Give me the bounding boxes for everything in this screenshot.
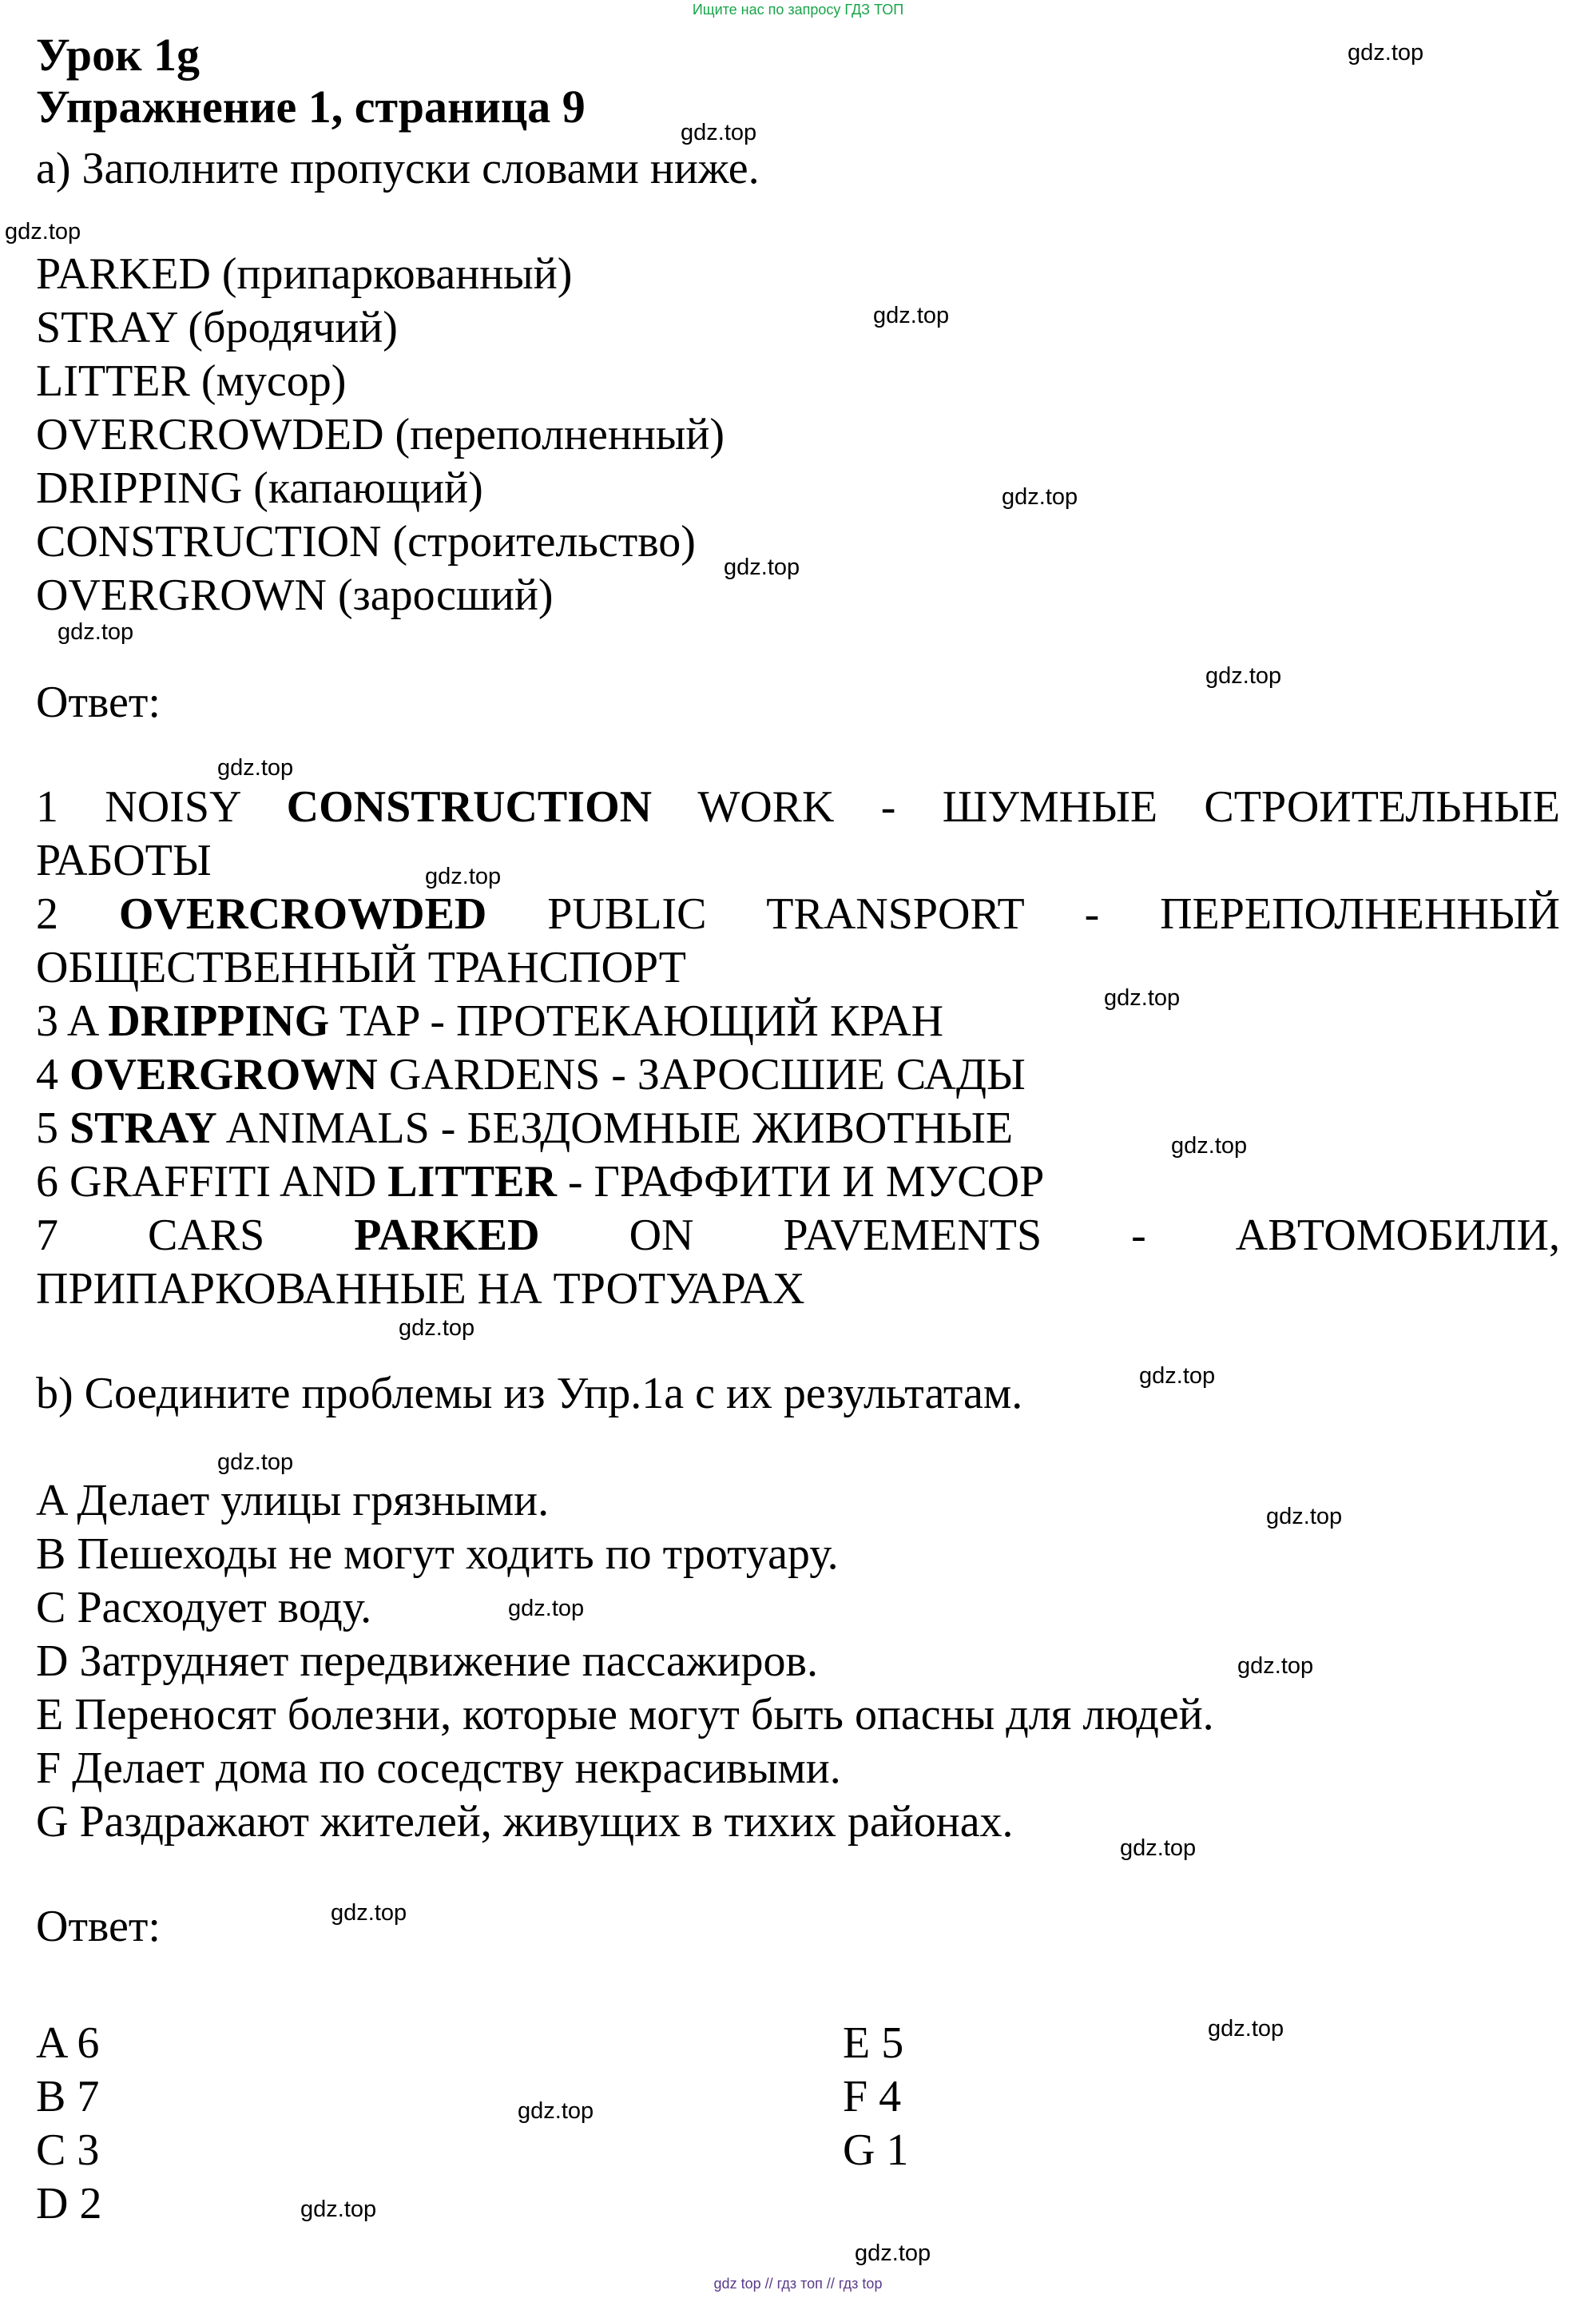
answer-rest: PUBLIC TRANSPORT - ПЕРЕПОЛНЕННЫЙ: [486, 889, 1560, 939]
problem-item: G Раздражают жителей, живущих в тихих районах.: [36, 1797, 1014, 1847]
problem-item: F Делает дома по соседству некрасивыми.: [36, 1743, 841, 1793]
watermark: gdz.top: [1205, 663, 1282, 689]
answer-prefix: 3 A: [36, 996, 109, 1046]
watermark: gdz.top: [1120, 1835, 1197, 1861]
word-item: DRIPPING (капающий): [36, 463, 483, 513]
watermark: gdz.top: [873, 303, 950, 328]
part-a-answer-label: Ответ:: [36, 678, 161, 727]
answer-prefix: 5: [36, 1103, 69, 1153]
answer-keyword: CONSTRUCTION: [286, 782, 653, 832]
answer-keyword: LITTER: [387, 1157, 557, 1207]
watermark: gdz.top: [58, 619, 134, 645]
problem-item: A Делает улицы грязными.: [36, 1476, 550, 1525]
match-answer: C 3: [36, 2125, 100, 2175]
exercise-title: Упражнение 1, страница 9: [36, 81, 586, 133]
watermark: gdz.top: [518, 2098, 594, 2124]
answer-line-7-cont: ПРИПАРКОВАННЫЕ НА ТРОТУАРАХ: [36, 1264, 805, 1314]
answer-prefix: 4: [36, 1050, 69, 1099]
answer-line-4: [36, 1048, 1560, 1102]
problem-item: D Затрудняет передвижение пассажиров.: [36, 1636, 818, 1686]
match-answer: B 7: [36, 2072, 100, 2121]
answer-keyword: OVERGROWN: [69, 1050, 378, 1099]
watermark: gdz.top: [425, 864, 502, 889]
watermark: gdz.top: [1208, 2016, 1284, 2042]
word-item: LITTER (мусор): [36, 356, 347, 406]
top-banner: Ищите нас по запросу ГДЗ ТОП: [692, 2, 904, 18]
answer-rest: TAP - ПРОТЕКАЮЩИЙ КРАН: [329, 996, 944, 1046]
word-item: OVERGROWN (заросший): [36, 571, 554, 620]
answer-line-7: [36, 1209, 1560, 1262]
watermark: gdz.top: [1237, 1653, 1314, 1679]
part-b-answer-label: Ответ:: [36, 1902, 161, 1951]
answer-prefix: 2: [36, 889, 119, 939]
answer-prefix: 1 NOISY: [36, 782, 287, 832]
match-answer: G 1: [843, 2125, 909, 2175]
problem-item: E Переносят болезни, которые могут быть опасны для людей.: [36, 1690, 1214, 1739]
answer-prefix: 7 CARS: [36, 1211, 355, 1260]
answer-keyword: STRAY: [69, 1103, 217, 1153]
answer-keyword: OVERCROWDED: [118, 889, 487, 939]
watermark: gdz.top: [1348, 40, 1424, 66]
answer-line-2: [36, 888, 1560, 941]
answer-line-2-cont: ОБЩЕСТВЕННЫЙ ТРАНСПОРТ: [36, 943, 686, 992]
watermark: gdz.top: [681, 120, 757, 145]
match-answer: F 4: [843, 2072, 902, 2121]
watermark: gdz.top: [1266, 1504, 1343, 1529]
answer-rest: WORK - ШУМНЫЕ СТРОИТЕЛЬНЫЕ: [652, 782, 1560, 832]
answer-rest: ON PAVEMENTS - АВТОМОБИЛИ,: [539, 1211, 1561, 1260]
answer-line-5: [36, 1102, 1560, 1155]
part-a-instruction: a) Заполните пропуски словами ниже.: [36, 144, 760, 193]
watermark: gdz.top: [217, 1449, 294, 1475]
answer-rest: ANIMALS - БЕЗДОМНЫЕ ЖИВОТНЫЕ: [216, 1103, 1014, 1153]
answer-prefix: 6 GRAFFITI AND: [36, 1157, 388, 1207]
watermark: gdz.top: [1104, 985, 1181, 1011]
answer-rest: GARDENS - ЗАРОСШИЕ САДЫ: [377, 1050, 1026, 1099]
watermark: gdz.top: [1139, 1363, 1216, 1389]
watermark: gdz.top: [855, 2240, 931, 2266]
lesson-title: Урок 1g: [36, 29, 200, 81]
watermark: gdz.top: [300, 2197, 377, 2222]
part-b-instruction: b) Соедините проблемы из Упр.1a с их результатам.: [36, 1369, 1023, 1418]
answer-line-6: [36, 1155, 1560, 1209]
watermark: gdz.top: [508, 1596, 585, 1621]
problem-item: B Пешеходы не могут ходить по тротуару.: [36, 1529, 839, 1579]
answer-line-3: [36, 995, 1560, 1048]
watermark: gdz.top: [399, 1315, 475, 1341]
answer-keyword: PARKED: [354, 1211, 540, 1260]
watermark: gdz.top: [1002, 484, 1078, 510]
watermark: gdz.top: [724, 555, 800, 580]
watermark: gdz.top: [5, 219, 81, 245]
watermark: gdz.top: [331, 1900, 407, 1926]
match-answer: A 6: [36, 2018, 100, 2068]
word-item: PARKED (припаркованный): [36, 249, 573, 299]
match-answer: D 2: [36, 2179, 102, 2228]
word-item: OVERCROWDED (переполненный): [36, 410, 725, 459]
answer-line-1: [36, 781, 1560, 834]
match-answer: E 5: [843, 2018, 904, 2068]
word-item: STRAY (бродячий): [36, 303, 398, 352]
problem-item: C Расходует воду.: [36, 1583, 372, 1632]
answer-rest: - ГРАФФИТИ И МУСОР: [556, 1157, 1045, 1207]
answer-line-1-cont: РАБОТЫ: [36, 836, 212, 885]
word-item: CONSTRUCTION (строительство): [36, 517, 696, 567]
bottom-banner: gdz top // гдз топ // гдз top: [713, 2276, 883, 2292]
answer-keyword: DRIPPING: [108, 996, 330, 1046]
watermark: gdz.top: [1171, 1133, 1248, 1159]
watermark: gdz.top: [217, 755, 294, 781]
